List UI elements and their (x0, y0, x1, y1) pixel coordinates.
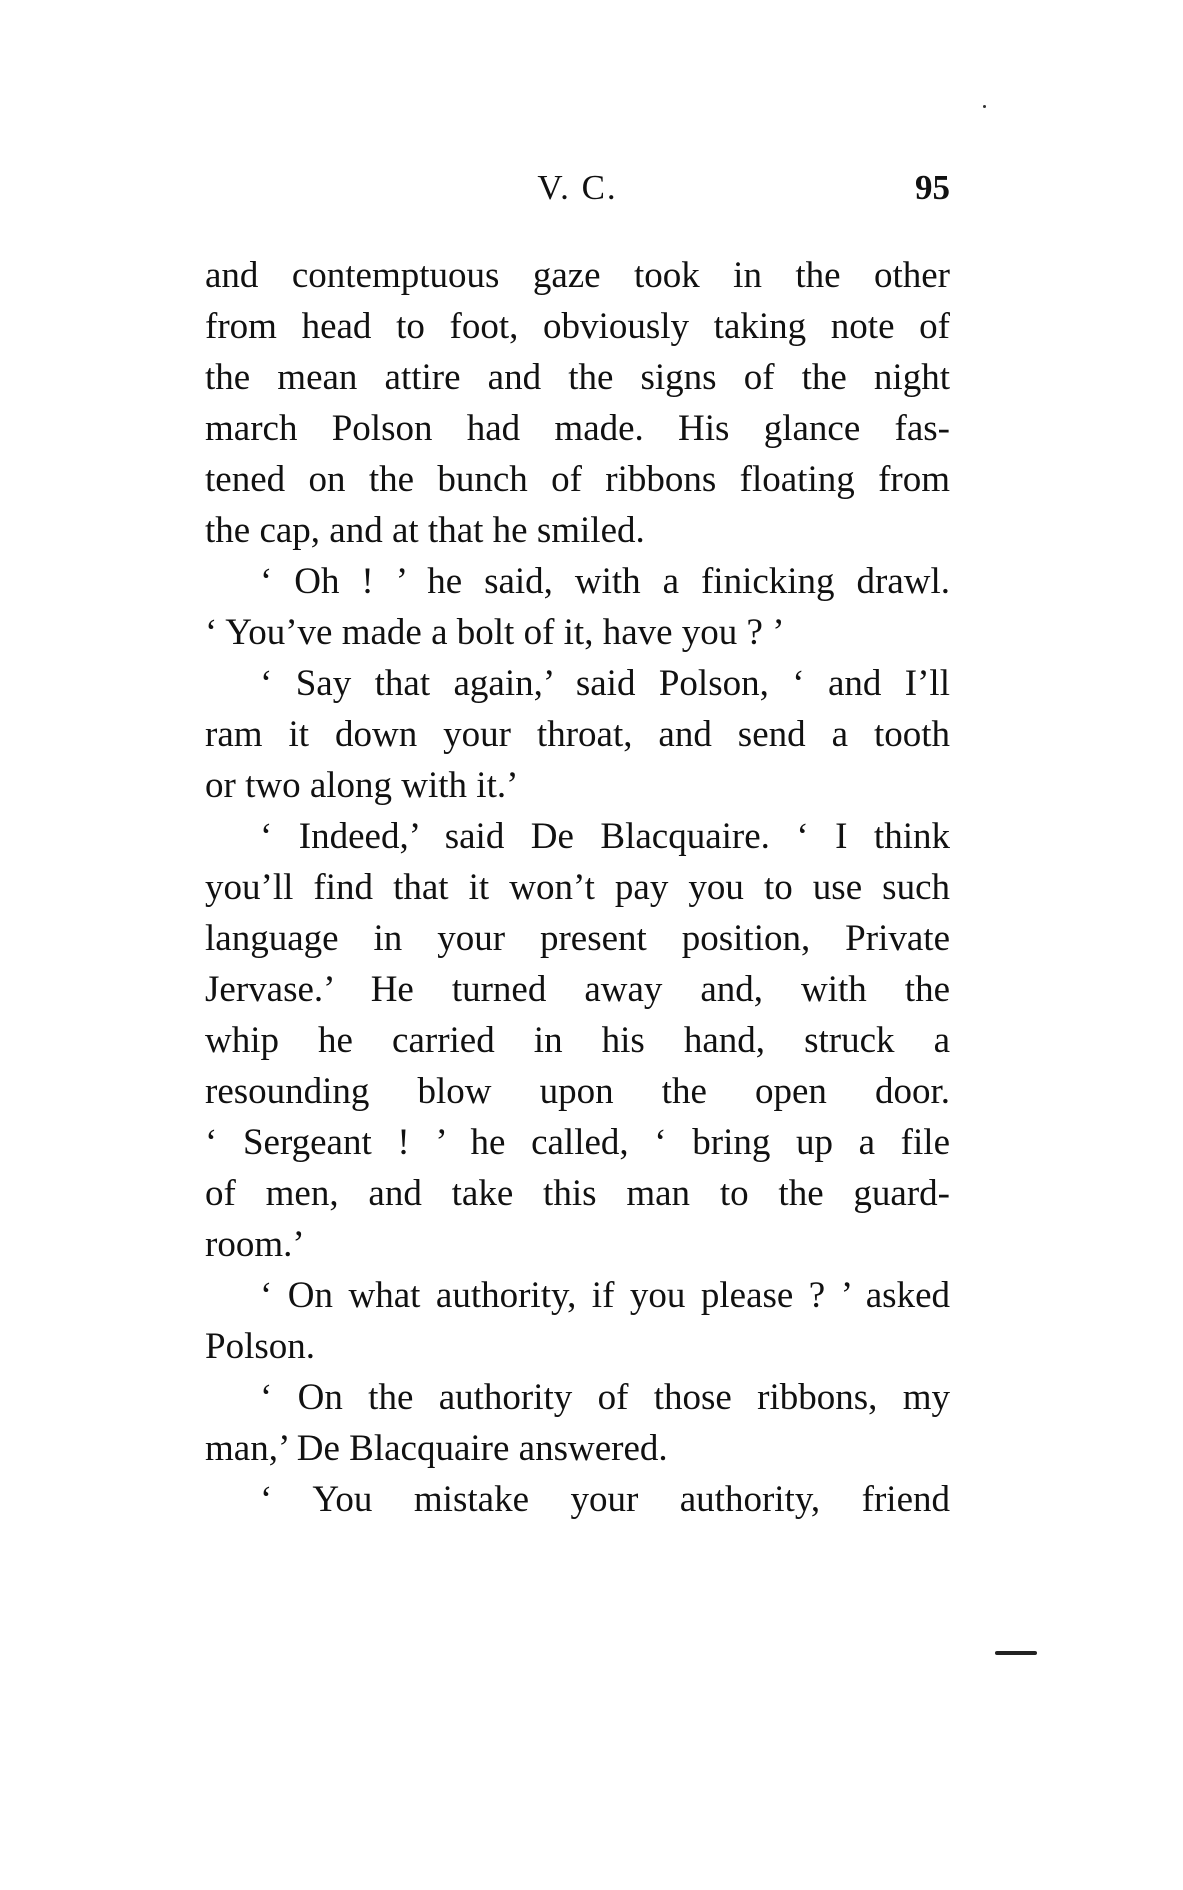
text-line: language in your present position, Private (205, 918, 950, 959)
text-line: and contemptuous gaze took in the other (205, 255, 950, 296)
text-line: resounding blow upon the open door. (205, 1071, 950, 1112)
text-line: ‘ On the authority of those ribbons, my (260, 1377, 950, 1418)
text-line: ‘ You mistake your authority, friend (260, 1479, 950, 1520)
text-line: room.’ (205, 1224, 305, 1265)
text-line: tened on the bunch of ribbons floating from (205, 459, 950, 500)
text-line: march Polson had made. His glance fas- (205, 408, 950, 449)
text-line: ‘ Say that again,’ said Polson, ‘ and I’ll (260, 663, 950, 704)
text-line: the mean attire and the signs of the night (205, 357, 950, 398)
text-line: ‘ You’ve made a bolt of it, have you ? ’ (205, 612, 785, 653)
text-line: you’ll find that it won’t pay you to use such (205, 867, 950, 908)
running-head (205, 168, 950, 218)
body-text (205, 250, 950, 1525)
text-line: ‘ On what authority, if you please ? ’ asked (260, 1275, 950, 1316)
text-line: Jervase.’ He turned away and, with the (205, 969, 950, 1010)
text-line: ‘ Sergeant ! ’ he called, ‘ bring up a file (205, 1122, 950, 1163)
text-line: whip he carried in his hand, struck a (205, 1020, 950, 1061)
text-line: from head to foot, obviously taking note of (205, 306, 950, 347)
text-line: of men, and take this man to the guard- (205, 1173, 950, 1214)
text-line: ram it down your throat, and send a tooth (205, 714, 950, 755)
text-line: Polson. (205, 1326, 316, 1367)
text-line: man,’ De Blacquaire answered. (205, 1428, 668, 1469)
text-line: ‘ Indeed,’ said De Blacquaire. ‘ I think (260, 816, 950, 857)
margin-dash (995, 1651, 1037, 1655)
text-line: ‘ Oh ! ’ he said, with a finicking drawl. (260, 561, 950, 602)
text-line: the cap, and at that he smiled. (205, 510, 645, 551)
page-number: 95 (915, 168, 950, 207)
margin-speck (983, 105, 986, 108)
text-line: or two along with it.’ (205, 765, 519, 806)
running-title: V. C. (537, 168, 618, 207)
